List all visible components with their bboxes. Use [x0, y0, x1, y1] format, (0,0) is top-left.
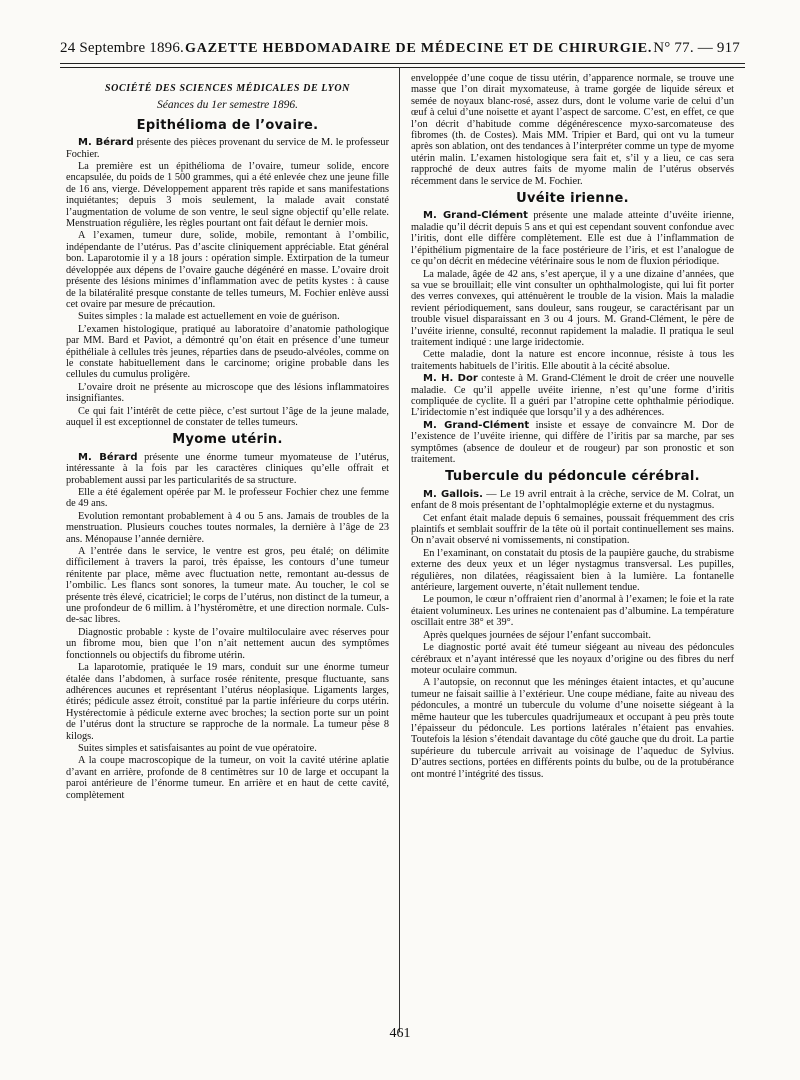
paragraph: La laparotomie, pratiquée le 19 mars, conduit sur une énorme tumeur étalée dans l’abdomen, à surface rosée rénitente, presque fluctuante, sans adhérences aucunes et représentant l’utérus néoplasique. Ligaments larges, étirés; pédicule assez étroit, constitué par la partie inférieure du corps utérin. Hystérectomie à pédicule externe avec broches; la section porte sur un point de l’utérus dont la structure se rapproche de la normale. La tumeur pèse 8 kilogs. [66, 662, 389, 742]
paragraph-text: présente une énorme tumeur myomateuse de l’utérus, intéressante à la fois par les caractères cliniques qu’elle offrait et probablement aussi par les particularités de sa structure. [66, 451, 390, 486]
paragraph: Après quelques journées de séjour l’enfant succombait. [423, 629, 651, 641]
section-title-myome: Myome utérin. [172, 432, 283, 448]
session-subtitle: Séances du 1er semestre 1896. [156, 99, 299, 112]
speaker-name: M. H. Dor [423, 373, 478, 385]
issue-and-page: N° 77. — 917 [653, 40, 740, 56]
speaker-name: M. Gallois. [423, 488, 483, 500]
speaker-name: M. Bérard [78, 451, 138, 463]
paragraph [411, 489, 734, 512]
paragraph [66, 452, 389, 486]
header-date: 24 Septembre 1896. [60, 40, 184, 56]
paragraph-text: présente une malade atteinte d’uvéite irienne, maladie qu’il décrit depuis 5 ans et qui est cependant souvent confondue avec l’iritis, dont elle diffère complètement. Elle est due à l’inflammation de l’épithélium pigmentaire de la face postérieure de l’iris, et est l’analogue de ce qu’on décrit en médecine vétérinaire sous le nom de fluxion périodique. [411, 210, 734, 268]
paragraph: A l’entrée dans le service, le ventre est gros, peu étalé; on délimite difficilement à travers la paroi, très épaisse, les contours d’une tumeur rénitente par place, même avec fluctuation nette, remontant au-dessus de l’ombilic. Les flancs sont sonores, la tumeur mate. Au toucher, le col se présente très élevé, cicatriciel; le corps de l’utérus, non distinct de la tumeur, a une profondeur de 6 millim. à l’hystéromètre, et une direction normale. Culs-de-sac libres. [66, 546, 389, 626]
column-divider [399, 67, 400, 1032]
paragraph: La première est un épithélioma de l’ovaire, tumeur solide, encore encapsulée, du poids de 1 500 grammes, qui a été enlevée chez une jeune fille de 16 ans, vierge. Développement apparent très rapide et sans manifestations inquiétantes; depuis 3 mois seulement, la malade avait constaté l’augmentation de volume de son ventre, le seul signe objectif qu’elle relate. Menstruation régulière, les règles pourtant ont fait défaut le dernier mois. [66, 161, 389, 230]
paragraph: La malade, âgée de 42 ans, s’est aperçue, il y a une dizaine d’années, que sa vue se brouillait; elle vint consulter un ophthalmologiste, qui lui fit porter des verres convexes, qui atténuèrent le trouble de la vision. Mais la maladie revient périodiquement, sans douleur, sans rougeur, se caractérisant par un trouble visuel disparaissant en 3 ou 4 jours. M. Grand-Clément, le père de l’uvéite irienne, consulté, reconnut rapidement la maladie. Il pratiqua le seul traitement indiqué : une large iridectomie. [411, 268, 734, 348]
section-title-tubercule: Tubercule du pédoncule cérébral. [445, 469, 700, 485]
paragraph: Cette maladie, dont la nature est encore inconnue, résiste à tous les traitements habituels de l’iritis. Elle aboutit à la cécité absolue. [411, 349, 734, 372]
paragraph-text: conteste à M. Grand-Clément le droit de créer une nouvelle maladie. Ce qu’il appelle uvéite irienne, n’est qu’une forme d’iritis compliquée de cyclite. Il a guéri par l’atropine cette ophthalmie périodique. L’iridectomie n’est indiquée que lorsqu’il y a des adhérences. [411, 373, 734, 419]
paragraph: Le diagnostic porté avait été tumeur siégeant au niveau des pédoncules cérébraux et n’ayant intéressé que les noyaux d’origine ou des fibres du nerf moteur oculaire commun. [411, 642, 734, 676]
paragraph: L’examen histologique, pratiqué au laboratoire d’anatomie pathologique par MM. Bard et Paviot, a démontré qu’on était en présence d’une tumeur épithéliale à cellules très jeunes, réparties dans de pseudo-alvéoles, comme on le constate habituellement dans le carcinome; origine probable dans les cellules du cumulus proligère. [66, 323, 389, 381]
paragraph: Diagnostic probable : kyste de l’ovaire multiloculaire avec réserves pour un fibrome mou, bien que l’on n’ait nettement aucun des symptômes fonctionnels ou objectifs du fibrome utérin. [66, 626, 389, 661]
paragraph [411, 420, 734, 466]
header-rule-bottom [60, 67, 745, 68]
paragraph: Le poumon, le cœur n’offraient rien d’anormal à l’examen; le foie et la rate étaient volumineux. Les urines ne contenaient pas d’albumine. La température oscillait entre 38° et 39°. [411, 594, 734, 629]
paragraph: En l’examinant, on constatait du ptosis de la paupière gauche, du strabisme externe des deux yeux et un léger nystagmus transversal. Les pupilles, régulières, non dilatées, réagissaient bien à la lumière. La fontanelle antérieure, largement ouverte, n’était nullement tendue. [411, 547, 734, 594]
paragraph: Cet enfant était malade depuis 6 semaines, poussait fréquemment des cris plaintifs et semblait souffrir de la tête où il portait continuellement ses mains. On n’avait observé ni vomissements, ni constipation. [411, 512, 734, 547]
running-header [60, 40, 740, 57]
paragraph [411, 373, 734, 419]
paragraph: Suites simples et satisfaisantes au point de vue opératoire. [78, 742, 317, 754]
paragraph-text: présente des pièces provenant du service de M. le professeur Fochier. [66, 137, 390, 160]
paragraph: Elle a été également opérée par M. le professeur Fochier chez une femme de 49 ans. [66, 487, 389, 510]
paragraph: A l’examen, tumeur dure, solide, mobile, remontant à l’ombilic, indépendante de l’utérus. Pas d’ascite cliniquement appréciable. Etat général bon. Laparotomie il y a 18 jours : opération simple. Extirpation de la tumeur développée aux dépens de l’ovaire gauche dégénéré en masse. L’ovaire droit présente des lésions minimes d’inflammation avec de petits kystes : à cause de la bilatéralité presque constante de telles tumeurs, M. Fochier enlève aussi cet ovaire par mesure de précaution. [66, 230, 389, 310]
right-column [411, 73, 734, 781]
paragraph-continuation: enveloppée d’une coque de tissu utérin, d’apparence normale, se trouve une masse que l’on dirait myxomateuse, à trame gorgée de liquide séreux et semée de noyaux blanc-rosé, assez durs, dont le volume varie de celui d’un œuf à celui d’une noisette et ayant l’aspect de sarcome. C’est, en effet, ce que l’on décrit d’habitude comme dégénérescence myxo-sarcomateuse des fibromes (th. de Costes). Mais MM. Tripier et Bard, qui ont vu la tumeur après son ablation, ont des tendances à l’interpréter comme un type de myome utérin malin. L’examen histologique sera fait et, s’il y a lieu, ce cas sera rapproché de deux autres faits de myome malin de l’utérus observés récemment dans le service de M. Fochier. [411, 73, 734, 187]
journal-title: GAZETTE HEBDOMADAIRE DE MÉDECINE ET DE CHIRURGIE. [185, 41, 653, 56]
society-heading: SOCIÉTÉ DES SCIENCES MÉDICALES DE LYON [105, 83, 350, 94]
section-title-epithelioma: Epithélioma de l’ovaire. [136, 117, 319, 133]
paragraph: L’ovaire droit ne présente au microscope que des lésions inflammatoires insignifiantes. [66, 381, 389, 405]
speaker-name: M. Grand-Clément [423, 419, 530, 431]
speaker-name: M. Grand-Clément [423, 210, 528, 222]
left-column [66, 83, 389, 802]
paragraph-text: insiste et essaye de convaincre M. Dor de l’existence de l’uvéite irienne, qui diffère de l’iritis par sa marche, par ses symptômes (absence de douleur et de rougeur) par son pronostic et son traitement. [411, 419, 735, 465]
speaker-name: M. Bérard [78, 137, 134, 149]
paragraph [411, 210, 734, 267]
paragraph-text: — Le 19 avril entrait à la crèche, service de M. Colrat, un enfant de 8 mois présentant de l’ophtalmoplégie externe et du nystagmus. [411, 488, 734, 512]
paragraph: Ce qui fait l’intérêt de cette pièce, c’est surtout l’âge de la jeune malade, auquel il est exceptionnel de constater de telles tumeurs. [66, 405, 389, 428]
paragraph: A l’autopsie, on reconnut que les méninges étaient intactes, et qu’aucune tumeur ne faisait saillie à l’extérieur. Une coupe médiane, faite au niveau des pédoncules, a montré un tubercule du volume d’une noisette siégeant à la même hauteur que les tubercules quadrijumeaux et occupant à peu près toute l’épaisseur du pédoncule. Les portions latérales n’étaient pas envahies. Toutefois la lésion s’étendait davantage du côté gauche que du droit. La partie supérieure du tubercule arrivait au voisinage de l’aqueduc de Sylvius. D’autres sections, portées en différents points du bulbe, ou de la protubérance ont montré l’intégrité des tissus. [411, 677, 734, 780]
paragraph: Evolution remontant probablement à 4 ou 5 ans. Jamais de troubles de la menstruation. Plusieurs couches toutes normales, la dernière à l’âge de 23 ans. Ménopause l’année dernière. [66, 510, 389, 545]
header-rule-top [60, 63, 745, 64]
paragraph [66, 137, 389, 160]
page-number: 461 [389, 1026, 411, 1041]
paragraph: Suites simples : la malade est actuellement en voie de guérison. [78, 311, 340, 323]
section-title-uveite: Uvéite irienne. [516, 191, 629, 207]
paragraph: A la coupe macroscopique de la tumeur, on voit la cavité utérine aplatie d’avant en arrière, profonde de 8 centimètres sur 10 de large et occupant la paroi antérieure de l’énorme tumeur. En arrière et en haut de cette cavité, complètement [66, 755, 389, 801]
